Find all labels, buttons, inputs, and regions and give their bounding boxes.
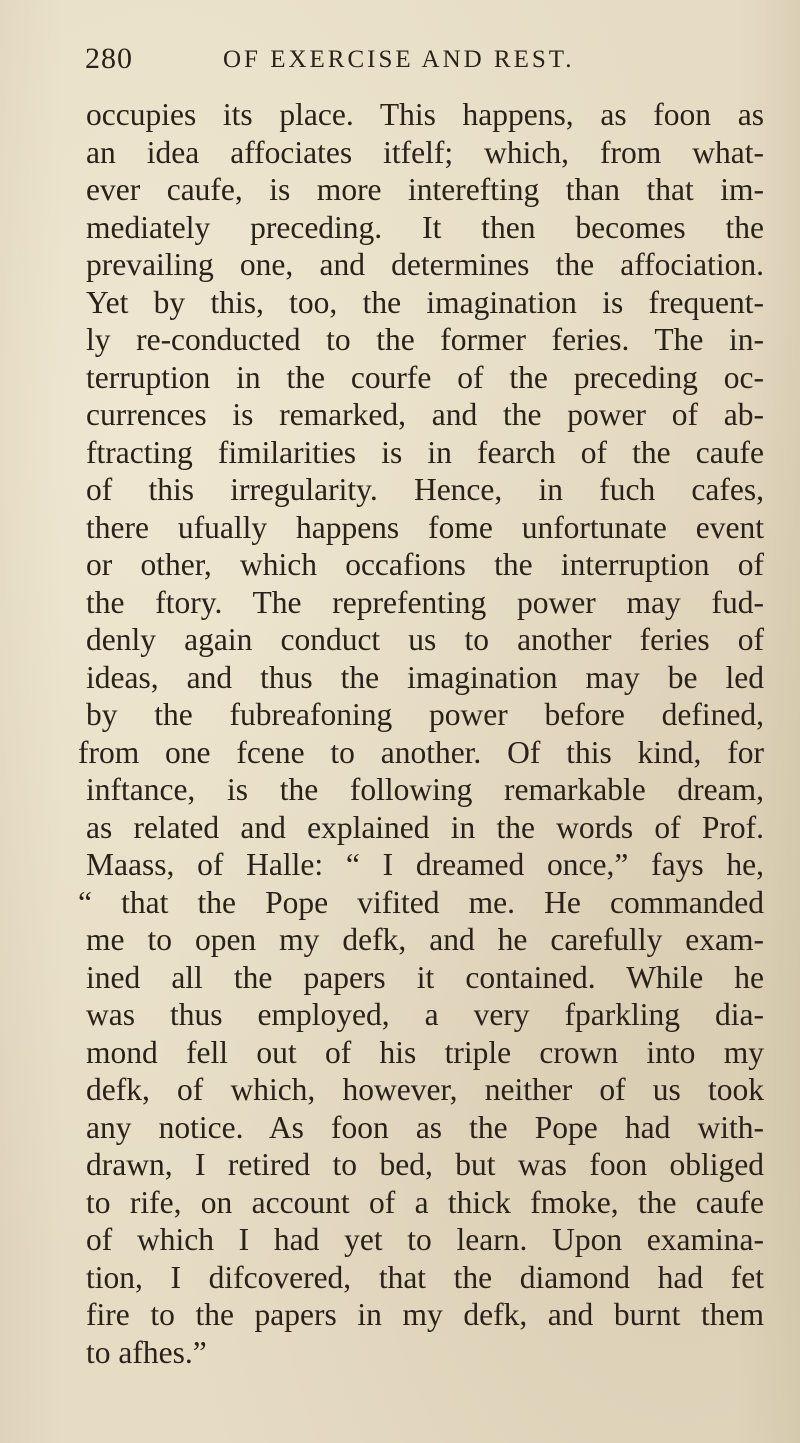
text-line: by the fubreafoning power before defined, [86, 697, 764, 732]
text-line: Yet by this, too, the imagination is frequent- [86, 284, 764, 320]
text-line: ly re-conducted to the former feries. The in- [86, 322, 764, 357]
text-line: me to open my defk, and he carefully exam- [86, 922, 764, 957]
text-line: of this irregularity. Hence, in fuch cafes, [86, 472, 764, 507]
text-line: currences is remarked, and the power of ab- [86, 397, 764, 432]
text-line: Maass, of Halle: “ I dreamed once,” fays he, [86, 847, 764, 882]
text-line: ined all the papers it contained. While he [86, 959, 764, 995]
running-head [85, 42, 705, 82]
text-line: occupies its place. This happens, as foon as [86, 97, 764, 132]
text-line: any notice. As foon as the Pope had with- [86, 1109, 764, 1145]
text-line: there ufually happens fome unfortunate event [86, 509, 764, 545]
text-line: ftracting fimilarities is in fearch of the caufe [86, 434, 764, 470]
text-line: of which I had yet to learn. Upon examina- [86, 1222, 764, 1257]
text-line: to rife, on account of a thick fmoke, the caufe [86, 1184, 764, 1220]
text-line: prevailing one, and determines the affociation. [86, 247, 764, 282]
body-paragraph [78, 96, 764, 1371]
text-line: or other, which occafions the interruption of [86, 547, 764, 582]
text-line: was thus employed, a very fparkling dia- [86, 997, 764, 1032]
text-line: inftance, is the following remarkable dream, [86, 772, 764, 807]
text-line: drawn, I retired to bed, but was foon obliged [86, 1147, 764, 1182]
text-line: an idea affociates itfelf; which, from what- [86, 134, 764, 170]
running-title: OF EXERCISE AND REST. [223, 46, 575, 73]
text-line: tion, I difcovered, that the diamond had fet [86, 1259, 764, 1295]
text-line: mond fell out of his triple crown into my [86, 1034, 764, 1070]
text-line: denly again conduct us to another feries of [86, 622, 764, 657]
text-line: as related and explained in the words of Prof. [86, 809, 764, 845]
text-line: “ that the Pope vifited me. He commanded [78, 884, 764, 920]
text-line: terruption in the courfe of the preceding oc- [86, 359, 764, 395]
text-line: from one fcene to another. Of this kind, for [78, 734, 764, 770]
text-line: to afhes.” [86, 1334, 207, 1370]
text-line: ever caufe, is more interefting than that im- [86, 172, 764, 207]
text-line: fire to the papers in my defk, and burnt them [86, 1297, 764, 1332]
text-line: defk, of which, however, neither of us took [86, 1072, 764, 1107]
text-line: mediately preceding. It then becomes the [86, 209, 764, 245]
text-line: the ftory. The reprefenting power may fud- [86, 584, 764, 620]
text-line: ideas, and thus the imagination may be led [86, 659, 764, 695]
page-number: 280 [85, 42, 133, 75]
